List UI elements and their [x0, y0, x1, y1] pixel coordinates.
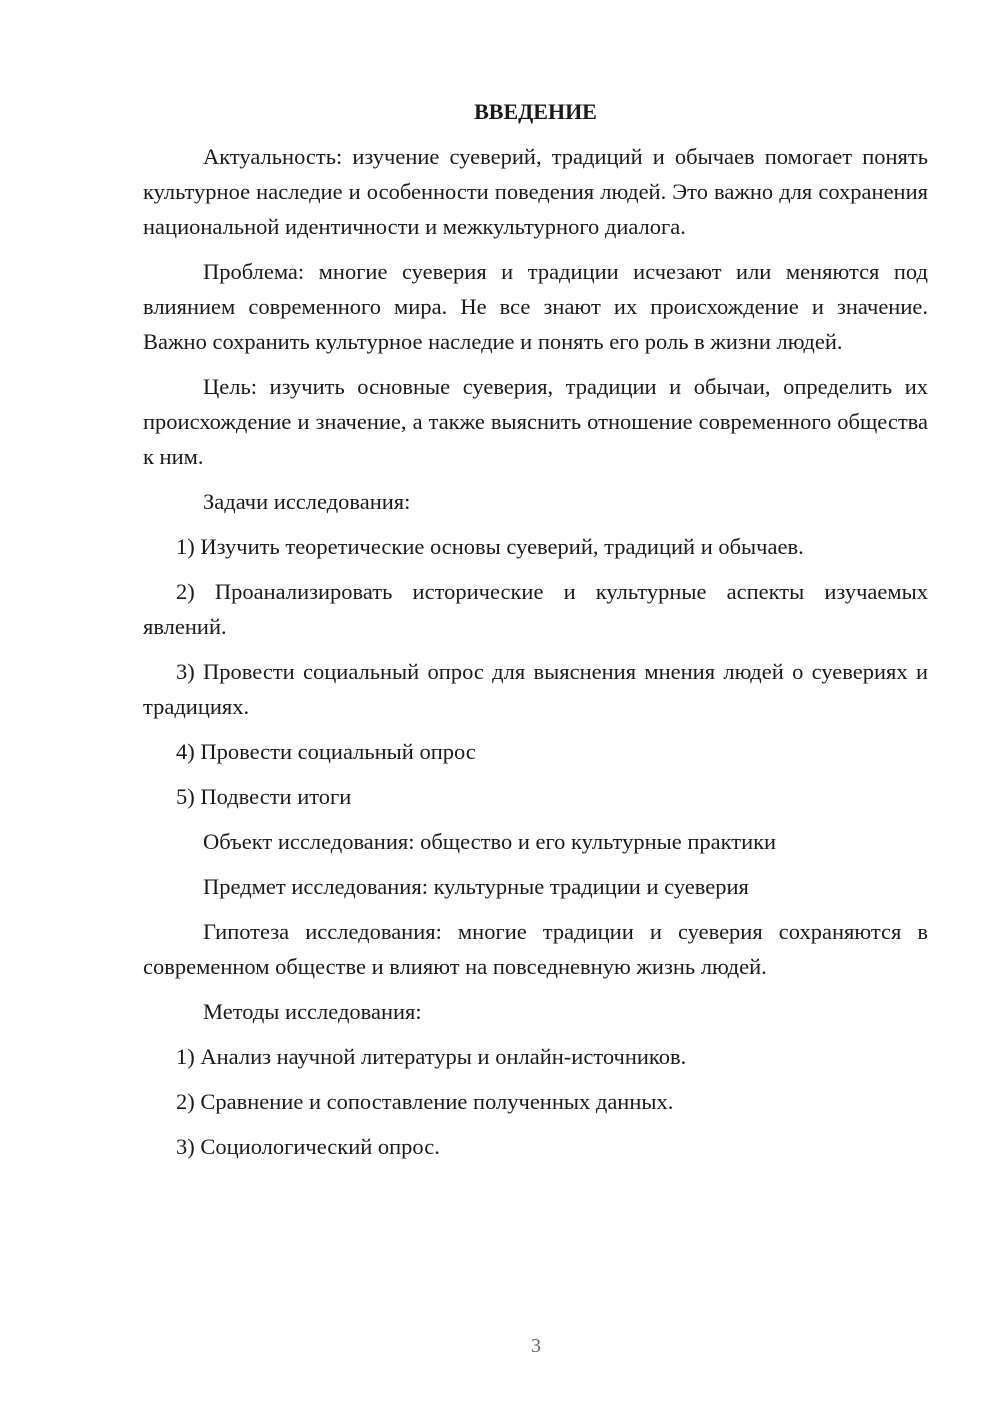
- hypothesis-paragraph: Гипотеза исследования: многие традиции и суеверия сохраняются в современном обществе и влияют на повседневную жизнь людей.: [143, 919, 928, 979]
- goal-paragraph: Цель: изучить основные суеверия, традиции и обычаи, определить их происхождение и значение, а также выяснить отношение современного общества к ним.: [143, 374, 928, 469]
- task-item-1: 1) Изучить теоретические основы суеверий, традиций и обычаев.: [176, 534, 804, 559]
- relevance-paragraph: Актуальность: изучение суеверий, традиций и обычаев помогает понять культурное наследие и особенности поведения людей. Это важно для сохранения национальной идентичности и межкультурного диалога.: [143, 144, 928, 239]
- methods-heading: Методы исследования:: [203, 999, 422, 1024]
- task-item-4: 4) Провести социальный опрос: [176, 739, 476, 764]
- task-item-3: 3) Провести социальный опрос для выяснения мнения людей о суевериях и традициях.: [143, 659, 928, 719]
- method-item-1: 1) Анализ научной литературы и онлайн-источников.: [176, 1044, 687, 1069]
- subject-paragraph: Предмет исследования: культурные традиции и суеверия: [203, 874, 749, 899]
- task-item-2: 2) Проанализировать исторические и культурные аспекты изучаемых явлений.: [143, 579, 928, 639]
- section-title: ВВЕДЕНИЕ: [474, 99, 597, 124]
- task-item-5: 5) Подвести итоги: [176, 784, 352, 809]
- method-item-3: 3) Социологический опрос.: [176, 1134, 440, 1159]
- page-number: 3: [531, 1335, 541, 1357]
- problem-paragraph: Проблема: многие суеверия и традиции исчезают или меняются под влиянием современного мира. Не все знают их происхождение и значение. Важно сохранить культурное наследие и понять его роль в жизни людей.: [143, 259, 928, 354]
- method-item-2: 2) Сравнение и сопоставление полученных данных.: [176, 1089, 674, 1114]
- page-content: [143, 94, 928, 1174]
- object-paragraph: Объект исследования: общество и его культурные практики: [203, 829, 777, 854]
- tasks-heading: Задачи исследования:: [203, 489, 411, 514]
